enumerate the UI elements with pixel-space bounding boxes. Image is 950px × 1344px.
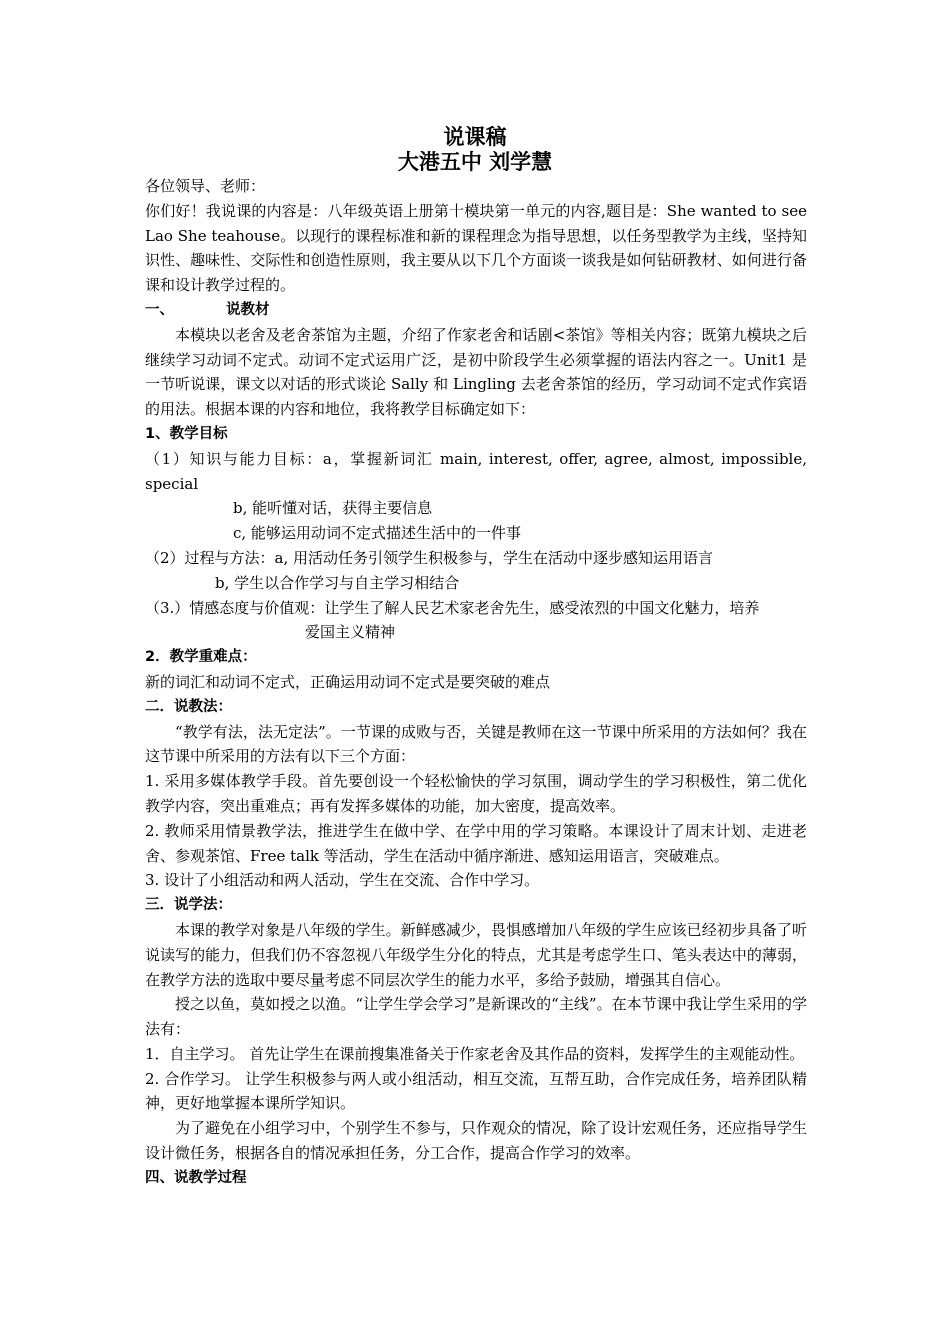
section-heading-text: 说教材 bbox=[226, 301, 270, 318]
section-heading-learning-method: 三．说学法： bbox=[145, 897, 232, 914]
objective-emotion-cont: 爱国主义精神 bbox=[305, 623, 396, 642]
learning-paragraph-1: 本课的教学对象是八年级的学生。新鲜感减少，畏惧感增加八年级的学生应该已经初步具备了听说读写的能力，但我们仍不容忽视八年级学生分化的特点，尤其是考虑学生口、笔头表达中的薄弱，在教学方法的选取中要尽量考虑不同层次学生的能力水平，多给予鼓励，增强其自信心。 bbox=[145, 920, 807, 989]
intro-paragraph: 你们好！我说课的内容是：八年级英语上册第十模块第一单元的内容,题目是：She wanted to see Lao She teahouse。以现行的课程标准和新的课程理念为指导思想，以任务型教学为主线，坚持知识性、趣味性、交际性和创造性原则，我主要从以下几个方面谈一谈我是如何钻研教材、如何进行备课和设计教学过程的。 bbox=[145, 201, 807, 295]
section-heading-process: 四、说教学过程 bbox=[145, 1169, 247, 1186]
objective-process-b: b, 学生以合作学习与自主学习相结合 bbox=[215, 573, 460, 592]
learning-item-1: 1．自主学习。 首先让学生在课前搜集准备关于作家老舍及其作品的资料，发挥学生的主观能动性。 bbox=[145, 1044, 805, 1063]
document-body bbox=[145, 174, 807, 1191]
objective-knowledge: （1）知识与能力目标：a，掌握新词汇 main, interest, offer, agree, almost, impossible, special bbox=[145, 449, 807, 493]
greeting: 各位领导、老师： bbox=[145, 177, 266, 195]
objective-knowledge-b: b, 能听懂对话，获得主要信息 bbox=[233, 499, 433, 518]
objective-process: （2）过程与方法：a, 用活动任务引领学生积极参与，学生在活动中逐步感知运用语言 bbox=[145, 548, 714, 567]
method-item-2: 2. 教师采用情景教学法，推进学生在做中学、在学中用的学习策略。本课设计了周末计划、走进老舍、参观茶馆、Free talk 等活动，学生在活动中循序渐进、感知运用语言，突破难点。 bbox=[145, 821, 807, 865]
section-heading-teaching-method: 二．说教法： bbox=[145, 698, 232, 715]
subheading-objectives: 1、教学目标 bbox=[145, 425, 228, 442]
method-intro: “教学有法，法无定法”。一节课的成败与否，关键是教师在这一节课中所采用的方法如何？我在这节课中所采用的方法有以下三个方面： bbox=[145, 722, 807, 766]
author-line: 大港五中 刘学慧 bbox=[397, 150, 553, 174]
section-heading-textbook bbox=[145, 298, 807, 323]
subheading-key-points: 2．教学重难点： bbox=[145, 649, 257, 666]
key-points-text: 新的词汇和动词不定式，正确运用动词不定式是要突破的难点 bbox=[145, 672, 551, 691]
textbook-paragraph: 本模块以老舍及老舍茶馆为主题，介绍了作家老舍和话剧<茶馆》等相关内容；既第九模块之后继续学习动词不定式。动词不定式运用广泛，是初中阶段学生必须掌握的语法内容之一。Unit1 是一节听说课，课文以对话的形式谈论 Sally 和 Lingling 去老舍茶馆的经历，学习动词不定式作宾语的用法。根据本课的内容和地位，我将教学目标确定如下： bbox=[145, 325, 807, 419]
learning-item-2: 2. 合作学习。 让学生积极参与两人或小组活动，相互交流，互帮互助，合作完成任务，培养团队精神，更好地掌握本课所学知识。 bbox=[145, 1069, 807, 1113]
method-item-3: 3. 设计了小组活动和两人活动，学生在交流、合作中学习。 bbox=[145, 871, 540, 890]
learning-paragraph-2: 授之以鱼，莫如授之以渔。“让学生学会学习”是新课改的“主线”。在本节课中我让学生采用的学法有： bbox=[145, 995, 807, 1039]
document-title: 说课稿 bbox=[443, 125, 507, 149]
learning-paragraph-3: 为了避免在小组学习中，个别学生不参与，只作观众的情况，除了设计宏观任务，还应指导学生设计微任务，根据各自的情况承担任务，分工合作，提高合作学习的效率。 bbox=[145, 1119, 807, 1163]
method-item-1: 1. 采用多媒体教学手段。首先要创设一个轻松愉快的学习氛围，调动学生的学习积极性，第二优化教学内容，突出重难点；再有发挥多媒体的功能，加大密度，提高效率。 bbox=[145, 772, 807, 815]
objective-knowledge-c: c, 能够运用动词不定式描述生活中的一件事 bbox=[233, 524, 521, 543]
objective-emotion: （3.）情感态度与价值观：让学生了解人民艺术家老舍先生，感受浓烈的中国文化魅力，培养 bbox=[145, 598, 760, 617]
section-number: 一、 bbox=[145, 301, 174, 318]
